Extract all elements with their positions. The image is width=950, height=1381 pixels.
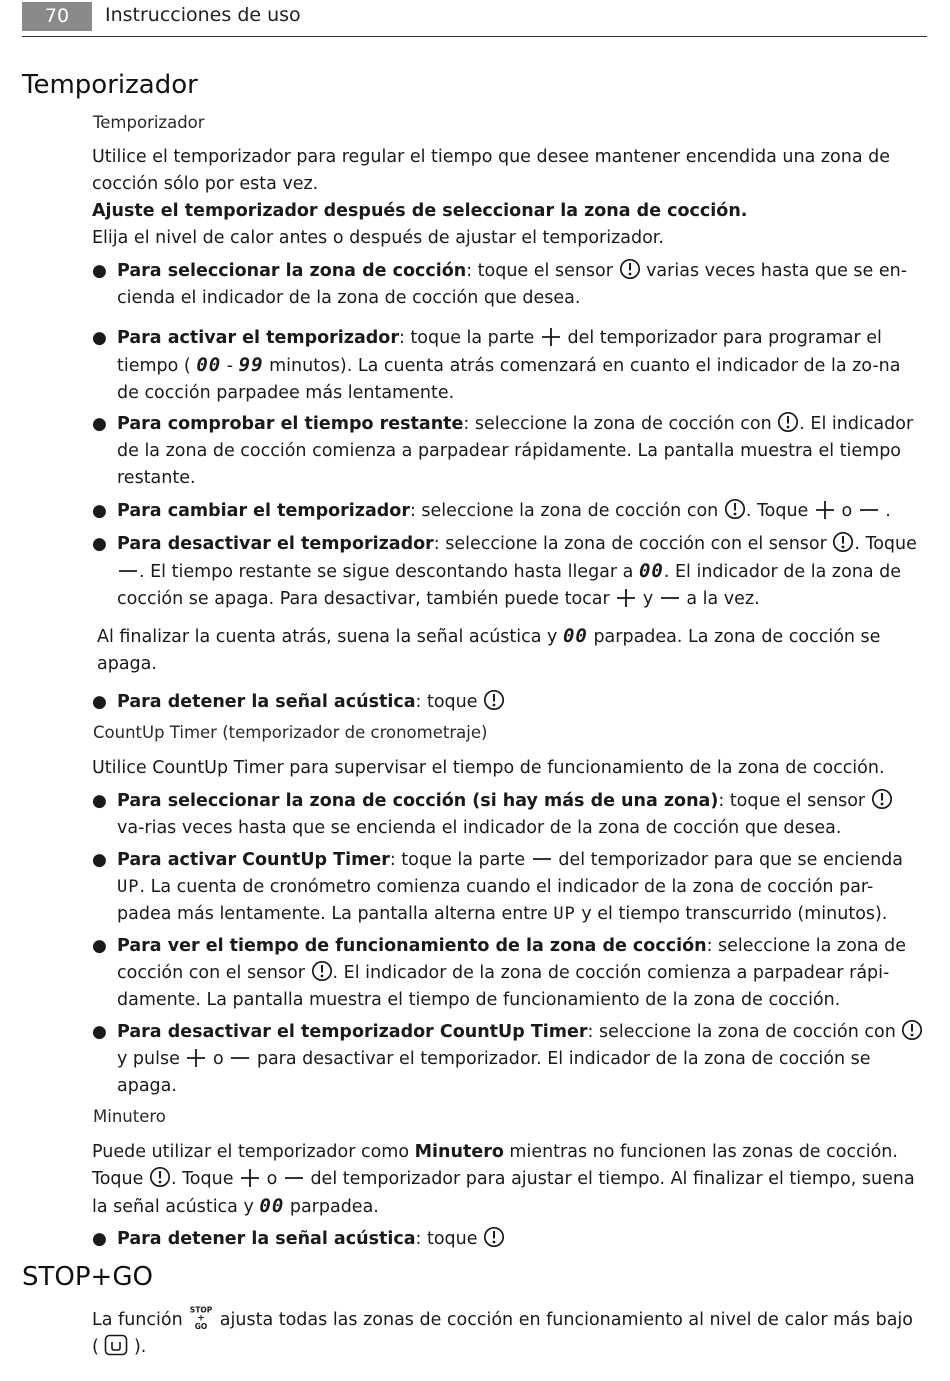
page-number: 70 — [22, 2, 92, 31]
list-item: ● Para detener la señal acústica: toque — [92, 689, 924, 716]
minutero-text: Puede utilizar el temporizador como Minutero mientras no funcionen las zonas de cocción. Toque . Toque o del temporizador para ajustar el tiempo. Al finalizar el tiempo, suena la señal acústica y 00 parpadea. — [92, 1139, 924, 1221]
cooking-zone-sensor-icon — [311, 960, 333, 982]
display-symbol-00: 00 — [196, 354, 222, 376]
minus-icon — [283, 1168, 305, 1188]
bullet: ● — [92, 850, 107, 870]
bullet: ● — [92, 261, 107, 281]
list-item: ● Para activar el temporizador: toque la parte del temporizador para programar el tiempo ( 00 - 99 minutos). La cuenta atrás comenzará en cuanto el indicador de la zo-na de cocción parpadee más lentamente. — [92, 325, 924, 407]
svg-text:+: + — [197, 1313, 206, 1324]
bullet: ● — [92, 692, 107, 712]
document-title: Instrucciones de uso — [105, 4, 301, 26]
subheading-countup-timer: CountUp Timer (temporizador de cronometraje) — [93, 723, 488, 742]
display-symbol-up: UP — [553, 904, 576, 924]
display-symbol-00: 00 — [638, 560, 664, 582]
list-item: ● Para desactivar el temporizador CountUp Timer: seleccione la zona de cocción con y pulse o para desactivar el temporizador. El indicador de la zona de cocción se apaga. — [92, 1019, 924, 1100]
timer-bold-note: Ajuste el temporizador después de seleccionar la zona de cocción. — [92, 201, 748, 221]
minus-icon — [858, 500, 880, 520]
list-item-label: Para activar el temporizador — [117, 328, 399, 348]
cooking-zone-sensor-icon — [483, 689, 505, 711]
list-item: ● Para comprobar el tiempo restante: seleccione la zona de cocción con . El indicador de la zona de cocción comienza a parpadear rápidamente. La pantalla muestra el tiempo restante. — [92, 411, 924, 492]
svg-text:GO: GO — [194, 1322, 208, 1331]
cooking-zone-sensor-icon — [901, 1019, 923, 1041]
display-symbol-00: 00 — [562, 625, 588, 647]
bullet: ● — [92, 791, 107, 811]
stop-go-icon — [188, 1305, 214, 1331]
list-item-label: Para ver el tiempo de funcionamiento de la zona de cocción — [117, 936, 707, 956]
timer-intro: Utilice el temporizador para regular el tiempo que desee mantener encendida una zona de cocción sólo por esta vez. — [92, 147, 891, 194]
list-item: ● Para ver el tiempo de funcionamiento de la zona de cocción: seleccione la zona de cocción con el sensor . El indicador de la zona de cocción comienza a parpadear rápi-damente. La pantalla muestra el tiempo de funcionamiento de la zona de cocción. — [92, 933, 924, 1014]
plus-icon — [615, 588, 637, 608]
cooking-zone-sensor-icon — [871, 788, 893, 810]
bullet: ● — [92, 1229, 107, 1249]
display-symbol-99: 99 — [238, 354, 264, 376]
plus-icon — [185, 1048, 207, 1068]
list-item: ● Para cambiar el temporizador: seleccione la zona de cocción con . Toque o . — [92, 498, 924, 525]
plus-icon — [540, 327, 562, 347]
display-symbol-00: 00 — [259, 1195, 285, 1217]
cooking-zone-sensor-icon — [619, 258, 641, 280]
section-heading-stop-go: STOP+GO — [22, 1262, 153, 1292]
list-item: ● Para detener la señal acústica: toque — [92, 1226, 924, 1253]
subheading-minutero: Minutero — [93, 1107, 166, 1126]
timer-heat-note: Elija el nivel de calor antes o después de ajustar el temporizador. — [92, 228, 664, 248]
minus-icon — [659, 588, 681, 608]
list-item-label: Para comprobar el tiempo restante — [117, 414, 464, 434]
bullet: ● — [92, 1022, 107, 1042]
stop-go-text: La función STOP + GO ajusta todas las zonas de cocción en funcionamiento al nivel de calor más bajo ( ). — [92, 1305, 913, 1357]
bullet: ● — [92, 328, 107, 348]
list-item: ● Para desactivar el temporizador: seleccione la zona de cocción con el sensor . Toque . El tiempo restante se sigue descontando hasta llegar a 00. El indicador de la zona de cocción se apaga. Para desactivar, también puede tocar y a la vez. — [92, 531, 924, 613]
bullet: ● — [92, 501, 107, 521]
list-item-label: Para activar CountUp Timer — [117, 850, 390, 870]
list-item: ● Para activar CountUp Timer: toque la parte del temporizador para que se encienda UP. La cuenta de cronómetro comienza cuando el indicador de la zona de cocción par-padea más lentamente. La pantalla alterna entre UP y el tiempo transcurrido (minutos). — [92, 847, 924, 928]
list-item-label: Para seleccionar la zona de cocción — [117, 261, 467, 281]
lowest-heat-level-icon — [104, 1334, 128, 1356]
list-item: ● Para seleccionar la zona de cocción: toque el sensor varias veces hasta que se en-cienda el indicador de la zona de cocción que desea. — [92, 258, 924, 312]
section-heading-temporizador: Temporizador — [22, 70, 198, 100]
page-header — [22, 0, 927, 37]
cooking-zone-sensor-icon — [724, 498, 746, 520]
list-item-label: Para seleccionar la zona de cocción (si hay más de una zona) — [117, 791, 719, 811]
bullet: ● — [92, 936, 107, 956]
bullet: ● — [92, 414, 107, 434]
minus-icon — [531, 849, 553, 869]
list-item: ● Para seleccionar la zona de cocción (si hay más de una zona): toque el sensor va-rias veces hasta que se encienda el indicador de la zona de cocción que desea. — [92, 788, 924, 842]
cooking-zone-sensor-icon — [832, 531, 854, 553]
list-item-label: Para desactivar el temporizador CountUp Timer — [117, 1022, 588, 1042]
list-item-label: Para detener la señal acústica — [117, 1229, 416, 1249]
minus-icon — [117, 561, 139, 581]
list-item-label: Para detener la señal acústica — [117, 692, 416, 712]
svg-text:STOP: STOP — [190, 1305, 213, 1315]
list-item-label: Para cambiar el temporizador — [117, 501, 410, 521]
cooking-zone-sensor-icon — [483, 1226, 505, 1248]
subheading-temporizador: Temporizador — [93, 113, 205, 132]
plus-icon — [814, 500, 836, 520]
display-symbol-up: UP — [117, 877, 140, 897]
plus-icon — [239, 1168, 261, 1188]
cooking-zone-sensor-icon — [149, 1166, 171, 1188]
minus-icon — [229, 1048, 251, 1068]
bullet: ● — [92, 534, 107, 554]
countdown-end-note: Al finalizar la cuenta atrás, suena la señal acústica y 00 parpadea. La zona de cocción se apaga. — [97, 625, 881, 674]
list-item-label: Para desactivar el temporizador — [117, 534, 434, 554]
cooking-zone-sensor-icon — [777, 411, 799, 433]
countup-intro: Utilice CountUp Timer para supervisar el tiempo de funcionamiento de la zona de cocción. — [92, 758, 885, 778]
